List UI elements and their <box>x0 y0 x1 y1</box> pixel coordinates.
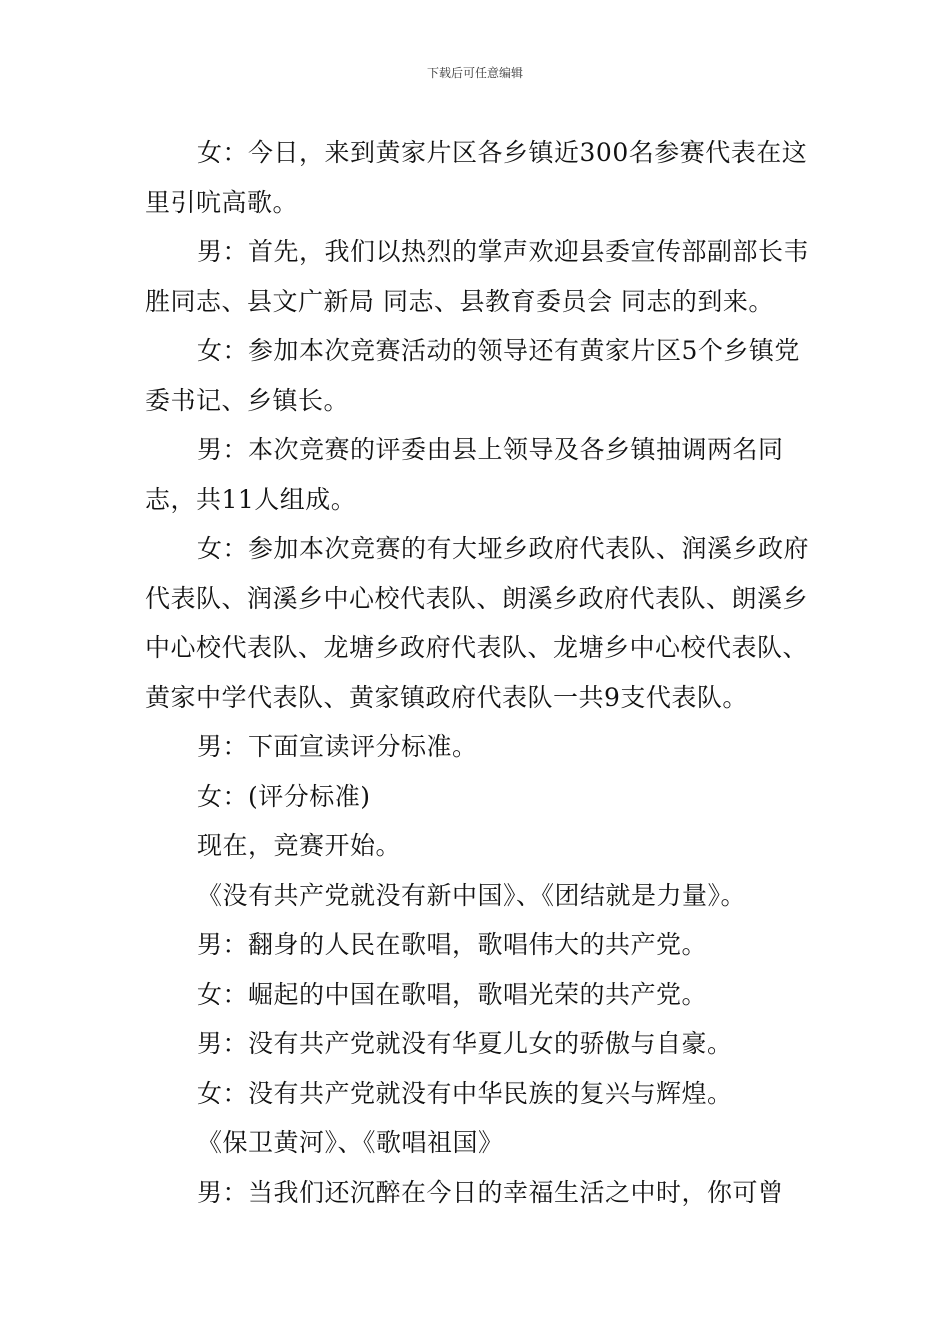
paragraph-3: 女：参加本次竞赛活动的领导还有黄家片区5个乡镇党委书记、乡镇长。 <box>145 336 800 415</box>
paragraph-1: 女：今日，来到黄家片区各乡镇近300名参赛代表在这里引吭高歌。 <box>145 138 808 217</box>
paragraph-5: 女：参加本次竞赛的有大垭乡政府代表队、润溪乡政府代表队、润溪乡中心校代表队、朗溪乡政府代表队、朗溪乡中心校代表队、龙塘乡政府代表队、龙塘乡中心校代表队、黄家中学代表队、黄家镇政府代表队一共9支代表队。 <box>145 534 810 712</box>
document-body <box>145 128 815 1217</box>
paragraph-4: 男：本次竞赛的评委由县上领导及各乡镇抽调两名同志，共11人组成。 <box>145 435 784 514</box>
paragraph-6: 男：下面宣读评分标准。 <box>197 732 478 761</box>
paragraph-15: 男：当我们还沉醉在今日的幸福生活之中时，你可曾 <box>197 1177 784 1207</box>
paragraph-13: 女：没有共产党就没有中华民族的复兴与辉煌。 <box>197 1078 733 1108</box>
paragraph-11: 女：崛起的中国在歌唱，歌唱光荣的共产党。 <box>197 979 708 1009</box>
paragraph-9: 《没有共产党就没有新中国》、《团结就是力量》。 <box>197 880 747 910</box>
paragraph-2: 男：首先，我们以热烈的掌声欢迎县委宣传部副部长韦胜同志、县文广新局 同志、县教育委员会 同志的到来。 <box>145 237 810 316</box>
paragraph-8: 现在，竞赛开始。 <box>197 831 402 860</box>
paragraph-12: 男：没有共产党就没有华夏儿女的骄傲与自豪。 <box>197 1029 733 1058</box>
page-header: 下载后可任意编辑 <box>426 66 523 80</box>
paragraph-7: 女：(评分标准) <box>197 781 371 811</box>
paragraph-10: 男：翻身的人民在歌唱，歌唱伟大的共产党。 <box>197 930 708 959</box>
paragraph-14: 《保卫黄河》、《歌唱祖国》 <box>197 1128 504 1157</box>
